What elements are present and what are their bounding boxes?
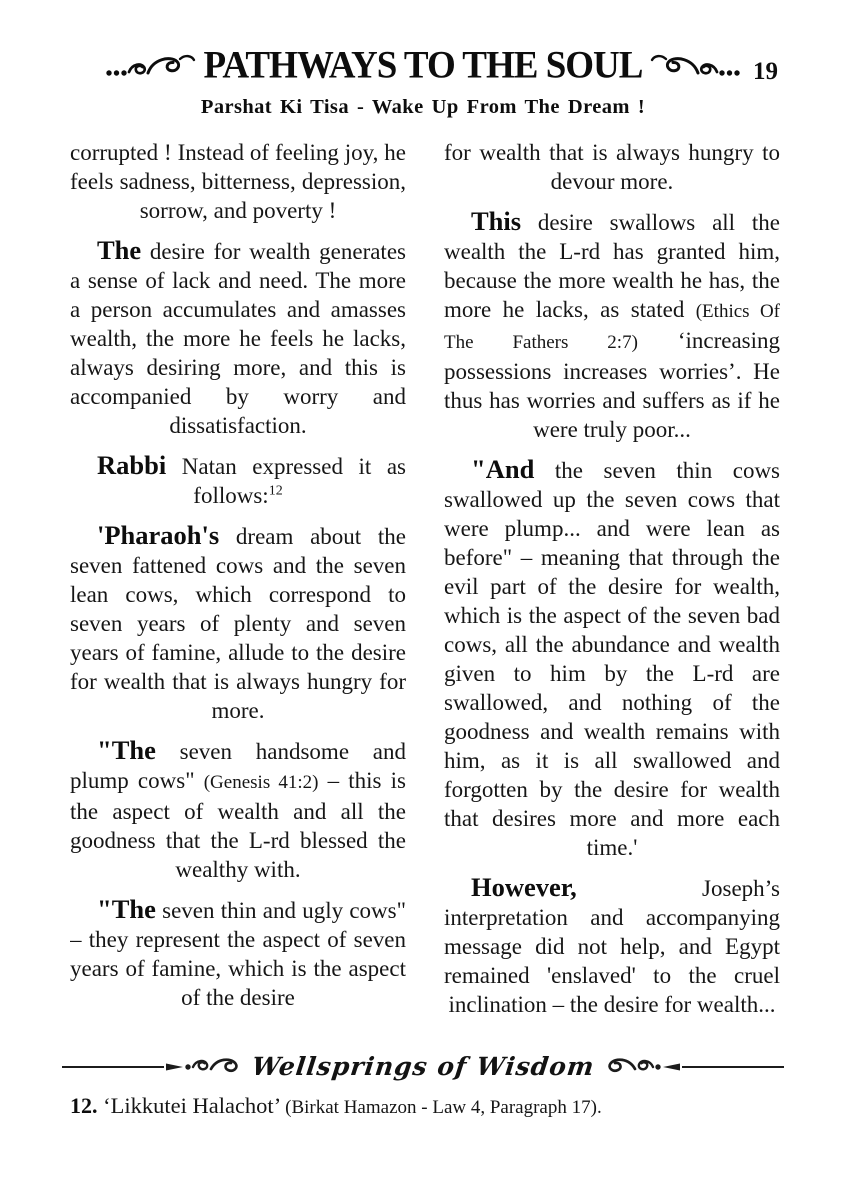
divider-rule-left	[62, 1066, 164, 1068]
paragraph	[70, 236, 406, 440]
paragraph	[70, 895, 406, 1012]
page-footer	[62, 1052, 784, 1119]
footer-divider	[62, 1052, 784, 1081]
text-run-fn-small: (Birkat Hamazon - Law 4, Paragraph 17).	[285, 1097, 602, 1118]
text-run-body: desire swallows all the wealth the L-rd has granted him, because the more wealth he has, the more he lacks, as stated	[444, 210, 780, 322]
text-run-lead: Rabbi	[97, 450, 167, 480]
page-title: PATHWAYS TO THE SOUL	[203, 43, 643, 88]
footer-banner-text: Wellsprings of Wisdom	[249, 1052, 597, 1081]
left-column	[70, 138, 406, 1050]
divider-flourish-left-icon	[166, 1054, 244, 1080]
paragraph	[444, 455, 780, 862]
text-run-sup: 12	[268, 483, 283, 499]
header-flourish-right-icon	[650, 49, 742, 83]
text-run-body: seven handsome and plump cows"	[70, 739, 406, 793]
text-run-lead: This	[471, 206, 522, 236]
page-number: 19	[753, 58, 778, 85]
divider-rule-right	[682, 1066, 784, 1068]
text-run-fn-num: 12.	[70, 1093, 98, 1118]
header-flourish-left-icon	[104, 49, 196, 83]
page-subtitle: Parshat Ki Tisa - Wake Up From The Dream !	[200, 96, 646, 118]
page-header	[66, 44, 780, 119]
divider-flourish-right-icon	[602, 1054, 680, 1080]
text-run-small: (Ethics Of The Fathers 2:7)	[444, 301, 780, 353]
paragraph	[444, 138, 780, 196]
paragraph	[444, 207, 780, 444]
right-column	[444, 138, 780, 1050]
text-run-lead: "The	[97, 735, 156, 765]
text-run-body: Natan expressed it as follows:	[166, 454, 406, 508]
text-run-lead: 'Pharaoh's	[97, 520, 220, 550]
paragraph	[444, 873, 780, 1019]
text-run-body: – this is the aspect of wealth and all the goodness that the L-rd blessed the wealthy with.	[70, 768, 406, 882]
text-run-body: dream about the seven fattened cows and the seven lean cows, which correspond to seven years of plenty and seven years of famine, allude to the desire for wealth that is always hungry for more.	[70, 524, 406, 723]
text-run-body: ‘increasing possessions increases worries’. He thus has worries and suffers as if he were truly poor...	[444, 328, 780, 442]
title-row	[66, 44, 780, 87]
paragraph	[70, 138, 406, 225]
footnote	[62, 1093, 784, 1119]
paragraph	[70, 521, 406, 725]
text-run-body: seven thin and ugly cows" – they represent the aspect of seven years of famine, which is the aspect of the desire	[70, 898, 406, 1010]
text-run-small: (Genesis 41:2)	[203, 772, 319, 793]
text-run-body: corrupted ! Instead of feeling joy, he feels sadness, bitterness, depression, sorrow, and poverty !	[70, 140, 406, 223]
text-run-lead: "The	[97, 894, 156, 924]
text-run-body: for wealth that is always hungry to devour more.	[444, 140, 780, 194]
text-run-lead: "And	[471, 454, 535, 484]
text-run-lead: The	[97, 235, 142, 265]
paragraph	[70, 451, 406, 510]
text-run-body: the seven thin cows swallowed up the seven cows that were plump... and were lean as before" – meaning that through the evil part of the desire for wealth, which is the aspect of the seven bad cows, all the abundance and wealth given to him by the L-rd are swallowed, and nothing of the goodness and wealth remains with him, as it is all swallowed and forgotten by the desire for wealth that desires more and more each time.'	[444, 458, 780, 860]
paragraph	[70, 736, 406, 884]
text-run-body: desire for wealth generates a sense of lack and need. The more a person accumulates and amasses wealth, the more he feels he lacks, always desiring more, and this is accompanied by worry and dissatisfaction.	[70, 239, 406, 438]
text-run-fn-body: ‘Likkutei Halachot’	[97, 1093, 286, 1118]
text-run-body: Joseph’s interpretation and accompanying message did not help, and Egypt remained 'enslaved' to the cruel inclination – the desire for wealth...	[444, 876, 780, 1017]
text-run-lead: However,	[471, 872, 577, 902]
text-columns	[70, 138, 780, 1050]
